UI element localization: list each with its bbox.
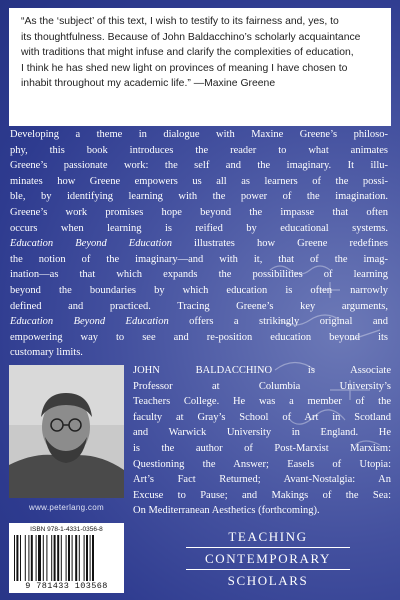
barcode-bar <box>84 535 85 581</box>
book-title-italic: Education Beyond Education <box>10 316 169 328</box>
bio-line: Excuse to Pause; and Makings of the Sea: <box>133 489 391 501</box>
description-line: Greene’s work promises hope beyond the impasse that often <box>10 206 388 218</box>
barcode-bar <box>66 535 67 581</box>
barcode-bar <box>75 535 77 581</box>
description-line: the notion of the imaginary—and with it, that of the imag- <box>10 253 388 265</box>
barcode-bar <box>36 535 37 581</box>
barcode-digits: 9 781433 103568 <box>25 581 108 591</box>
bio-line: Questioning the Answer; Easels of Utopia: <box>133 458 391 470</box>
barcode-bar <box>31 535 33 581</box>
barcode-bar <box>79 535 80 581</box>
book-title-italic: Education Beyond Education <box>10 238 172 250</box>
description-line: Greene’s passionate work: the self and the imaginary. It illu- <box>10 160 388 172</box>
series-line-1: TEACHING <box>228 529 308 544</box>
barcode-bar <box>14 535 15 581</box>
barcode-bar <box>72 535 73 581</box>
description-line: minates how Greene empowers us all as learners of the possi- <box>10 175 388 187</box>
barcode-icon <box>13 535 120 581</box>
series-divider <box>186 547 350 548</box>
quote-line: inhabit throughout my academic life.” —Maxine Greene <box>21 78 276 90</box>
barcode-bar <box>68 535 70 581</box>
series-line-2: CONTEMPORARY <box>204 551 332 566</box>
description-line: defined and practiced. Tracing Greene’s key arguments, <box>10 300 388 312</box>
barcode-bar <box>38 535 41 581</box>
barcode-bar <box>28 535 29 581</box>
barcode-bar <box>54 535 56 581</box>
isbn-label: ISBN 978-1-4331-0356-8 <box>30 526 103 533</box>
bio-line: Art’s Fact Returned; Avant-Nostalgia: An <box>133 474 391 486</box>
description-line: customary limits. <box>10 347 83 359</box>
barcode-bar <box>92 535 94 581</box>
bio-line: Teachers College. He was a member of the <box>133 396 391 408</box>
quote-line: with traditions that might infuse and clarify the complexities of education, <box>21 47 354 59</box>
description-line: Developing a theme in dialogue with Maxine Greene’s philoso- <box>10 129 388 140</box>
barcode-bar <box>46 535 47 581</box>
quote-line: I think he has shed new light on provinces of meaning I have chosen to <box>21 62 348 74</box>
series-line-3: SCHOLARS <box>227 573 309 588</box>
bio-line: is the author of Post-Marxist Marxism: <box>133 442 391 454</box>
barcode-bar <box>51 535 52 581</box>
barcode-bar <box>16 535 18 581</box>
author-portrait-icon <box>9 365 124 498</box>
description-line: phy, this book introduces the reader to what animates <box>10 144 388 156</box>
barcode-bar <box>86 535 88 581</box>
quote-line: its thoughtfulness. Because of John Baldacchino’s scholarly acquaintance <box>21 31 361 43</box>
bio-line: Professor at Columbia University’s <box>133 380 391 392</box>
barcode-bar <box>90 535 91 581</box>
series-divider <box>186 569 350 570</box>
series-logo <box>180 528 356 589</box>
barcode-bar <box>20 535 21 581</box>
description-line: beyond the boundaries by which education is often narrowly <box>10 284 388 296</box>
author-photo <box>9 365 124 498</box>
barcode-bar <box>43 535 44 581</box>
quote-line: “As the ‘subject’ of this text, I wish to testify to its fairness and, yes, to <box>21 16 339 27</box>
bio-line: and Warwick University in England. He <box>133 427 391 439</box>
book-description <box>10 127 388 361</box>
description-line: ble, by identifying learning with the power of the imagination. <box>10 191 388 203</box>
description-line: Education Beyond Education offers a strikingly original and <box>10 316 389 328</box>
barcode-bar <box>61 535 62 581</box>
barcode-bar <box>57 535 59 581</box>
author-bio <box>133 363 391 519</box>
bio-line: On Mediterranean Aesthetics (forthcoming). <box>133 505 320 517</box>
publisher-url[interactable]: www.peterlang.com <box>29 503 104 512</box>
description-line: empowering way to see and re-position education beyond its <box>10 331 388 343</box>
barcode-bar <box>25 535 26 581</box>
bio-line: JOHN BALDACCHINO is Associate <box>133 365 391 376</box>
description-line: Education Beyond Education illustrates how Greene redefines <box>10 238 388 250</box>
endorsement-quote-box <box>9 8 391 126</box>
bio-line: faculty at Gray’s School of Art in Scotland <box>133 411 391 423</box>
description-line: ination—as that which expands the possibilities of learning <box>10 269 388 281</box>
description-line: occurs when learning is reified by educational systems. <box>10 222 388 234</box>
isbn-barcode-box <box>9 523 124 593</box>
